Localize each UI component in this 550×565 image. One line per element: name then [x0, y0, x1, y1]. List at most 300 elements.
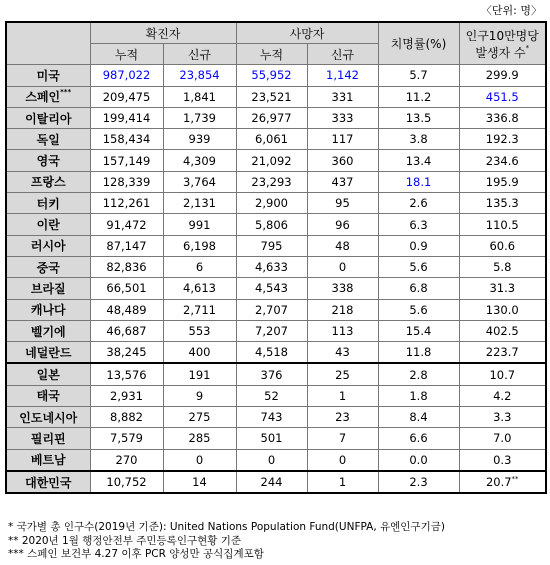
cell-per100k: [459, 214, 546, 235]
cell-d-cum: [236, 342, 307, 364]
country-name: 네덜란드: [25, 345, 72, 360]
country-cell: [6, 428, 90, 449]
cell-value: 191: [188, 367, 211, 382]
cell-c-new: [163, 256, 236, 277]
cell-value: 9: [195, 388, 204, 403]
cell-d-cum: [236, 150, 307, 171]
header-deaths: 사망자: [236, 22, 378, 44]
country-name: 베트남: [30, 453, 66, 468]
cell-d-new: [307, 407, 378, 428]
table-row: [6, 129, 546, 150]
cell-value: 113: [331, 324, 354, 338]
cell-per100k: [459, 256, 546, 277]
cell-d-new: [307, 256, 378, 277]
cell-per100k: [459, 320, 546, 341]
cell-fatality: [378, 171, 459, 192]
cell-value: 2,931: [110, 388, 143, 403]
cell-value: 199,414: [102, 111, 151, 126]
cell-value: 1: [338, 475, 347, 490]
cell-value: 25: [335, 367, 350, 382]
cell-d-cum: [236, 278, 307, 299]
cell-value: 1: [338, 388, 347, 403]
cell-per100k: [459, 449, 546, 471]
cell-value: 4,543: [255, 281, 288, 296]
table-row: [6, 449, 546, 471]
cell-per100k: [459, 65, 546, 86]
cell-fatality: [378, 86, 459, 107]
cell-value: 218: [331, 302, 354, 317]
cell-value: 4,633: [255, 260, 288, 275]
cell-fatality: [378, 320, 459, 341]
country-cell: [6, 385, 90, 406]
cell-value: 2.8: [409, 367, 428, 382]
cell-value: 4.2: [493, 388, 512, 403]
cell-value: 2.3: [409, 475, 428, 490]
table-row: [6, 278, 546, 299]
country-cell: [6, 299, 90, 320]
cell-value: 6.3: [409, 217, 428, 232]
cell-d-cum: [236, 449, 307, 471]
cell-value: 6: [195, 260, 204, 275]
cell-value: 336.8: [485, 111, 519, 126]
cell-value: 4,518: [255, 345, 288, 360]
cell-value: 6,198: [183, 238, 216, 253]
cell-d-cum: [236, 214, 307, 235]
table-row: [6, 342, 546, 364]
country-cell: [6, 107, 90, 128]
cell-value: 96: [335, 217, 350, 232]
cell-value: 5.8: [493, 260, 512, 275]
cell-value: 14: [192, 475, 207, 490]
cell-fatality: [378, 256, 459, 277]
country-name: 미국: [36, 68, 60, 83]
country-name: 벨기에: [30, 324, 66, 339]
table-row: [6, 428, 546, 449]
country-cell: [6, 407, 90, 428]
cell-value: 7,207: [255, 324, 288, 338]
cell-d-new: [307, 428, 378, 449]
cell-value: 66,501: [106, 281, 147, 296]
cell-c-cum: [90, 471, 163, 493]
table-row: [6, 65, 546, 86]
cell-value: 91,472: [106, 217, 147, 232]
cell-d-new: [307, 385, 378, 406]
cell-c-new: [163, 65, 236, 86]
cell-d-new: [307, 86, 378, 107]
cell-value: 285: [188, 431, 211, 446]
cell-value: 15.4: [405, 324, 432, 338]
cell-value: 7,579: [110, 431, 143, 446]
cell-value: 400: [188, 345, 211, 360]
country-name: 필리핀: [30, 431, 66, 446]
country-name: 브라질: [30, 281, 66, 296]
cell-value: 1,142: [326, 68, 359, 83]
cell-c-cum: [90, 256, 163, 277]
cell-value: 4,613: [183, 281, 216, 296]
cell-d-cum: [236, 86, 307, 107]
country-name: 중국: [36, 260, 60, 275]
cell-value: 10,752: [106, 475, 147, 490]
cell-c-cum: [90, 428, 163, 449]
cell-d-cum: [236, 407, 307, 428]
header-deaths-cumulative: 누적: [236, 44, 307, 65]
cell-per100k: [459, 129, 546, 150]
cell-value: 939: [188, 132, 211, 147]
cell-c-new: [163, 385, 236, 406]
country-cell: [6, 65, 90, 86]
cell-value: 244: [260, 475, 283, 490]
cell-value: 0.0: [409, 452, 428, 467]
cell-per100k: [459, 363, 546, 385]
cell-d-cum: [236, 65, 307, 86]
cell-value: 987,022: [102, 68, 151, 83]
cell-value: 2,131: [183, 196, 216, 211]
cell-value: 2,900: [255, 196, 288, 211]
cell-value: 3.3: [493, 410, 512, 425]
cell-fatality: [378, 363, 459, 385]
cell-value: 26,977: [251, 111, 292, 126]
cell-per100k: [459, 471, 546, 493]
cell-value: 338: [331, 281, 354, 296]
cell-d-new: [307, 171, 378, 192]
per100k-footnote-mark: **: [511, 475, 519, 484]
cell-c-new: [163, 278, 236, 299]
country-name: 러시아: [30, 239, 66, 254]
cell-value: 451.5: [485, 89, 519, 104]
header-confirmed-cumulative: 누적: [90, 44, 163, 65]
cell-c-cum: [90, 107, 163, 128]
cell-value: 60.6: [489, 238, 516, 253]
table-row: [6, 235, 546, 256]
cell-value: 4,309: [183, 153, 216, 168]
cell-per100k: [459, 385, 546, 406]
cell-value: 437: [331, 174, 354, 189]
cell-c-new: [163, 193, 236, 214]
cell-per100k: [459, 342, 546, 364]
cell-value: 157,149: [102, 153, 151, 168]
cell-value: 5.7: [409, 68, 428, 83]
country-cell: [6, 449, 90, 471]
cell-c-new: [163, 171, 236, 192]
country-name: 스페인: [25, 90, 61, 105]
header-fatality: 치명률(%): [378, 22, 459, 65]
unit-label: 〈단위: 명〉: [480, 4, 542, 17]
cell-value: 110.5: [485, 217, 519, 232]
country-name: 대한민국: [25, 475, 72, 490]
cell-value: 192.3: [485, 132, 519, 147]
cell-value: 112,261: [102, 196, 151, 211]
country-name: 캐나다: [30, 303, 66, 318]
cell-c-new: [163, 428, 236, 449]
footnotes: [8, 521, 445, 562]
cell-d-new: [307, 150, 378, 171]
table-row: [6, 299, 546, 320]
cell-value: 8,882: [110, 410, 143, 425]
cell-fatality: [378, 214, 459, 235]
cell-value: 11.2: [405, 89, 432, 104]
cell-c-new: [163, 299, 236, 320]
cell-c-new: [163, 107, 236, 128]
cell-c-cum: [90, 171, 163, 192]
cell-value: 46,687: [106, 324, 147, 338]
country-cell: [6, 256, 90, 277]
cell-value: 501: [260, 431, 283, 446]
cell-value: 1,841: [183, 89, 216, 104]
header-country: [6, 22, 90, 65]
cell-d-cum: [236, 256, 307, 277]
cell-fatality: [378, 471, 459, 493]
header-deaths-new: 신규: [307, 44, 378, 65]
cell-d-cum: [236, 235, 307, 256]
cell-value: 18.1: [405, 174, 432, 189]
cell-d-new: [307, 471, 378, 493]
country-name: 프랑스: [30, 175, 66, 190]
cell-value: 13,576: [106, 367, 147, 382]
cell-value: 48: [335, 238, 350, 253]
cell-value: 402.5: [485, 324, 519, 338]
cell-value: 376: [260, 367, 283, 382]
cell-c-new: [163, 86, 236, 107]
cell-per100k: [459, 428, 546, 449]
cell-fatality: [378, 428, 459, 449]
cell-value: 13.4: [405, 153, 432, 168]
cell-per100k: [459, 193, 546, 214]
covid-stats-table: [5, 21, 547, 494]
cell-c-cum: [90, 193, 163, 214]
cell-value: 195.9: [485, 174, 519, 189]
table-row: [6, 86, 546, 107]
table-row: [6, 256, 546, 277]
cell-c-new: [163, 363, 236, 385]
cell-d-new: [307, 235, 378, 256]
cell-d-cum: [236, 471, 307, 493]
cell-value: 10.7: [489, 367, 516, 382]
cell-value: 135.3: [485, 196, 519, 211]
cell-d-new: [307, 449, 378, 471]
table-row: [6, 150, 546, 171]
footnote-1: * 국가별 총 인구수(2019년 기준): United Nations Population Fund(UNFPA, 유엔인구기금): [8, 521, 445, 533]
cell-c-new: [163, 150, 236, 171]
table-row: [6, 363, 546, 385]
cell-value: 2,711: [183, 302, 216, 317]
cell-value: 223.7: [485, 345, 519, 360]
cell-d-cum: [236, 107, 307, 128]
country-cell: [6, 471, 90, 493]
country-cell: [6, 86, 90, 107]
cell-value: 23,854: [179, 68, 220, 83]
cell-d-cum: [236, 171, 307, 192]
cell-d-new: [307, 214, 378, 235]
cell-value: 275: [188, 410, 211, 425]
cell-value: 360: [331, 153, 354, 168]
cell-d-new: [307, 193, 378, 214]
cell-d-new: [307, 278, 378, 299]
cell-value: 7.0: [493, 431, 512, 446]
cell-value: 21,092: [251, 153, 292, 168]
table-row: [6, 214, 546, 235]
cell-fatality: [378, 107, 459, 128]
cell-c-cum: [90, 363, 163, 385]
cell-c-cum: [90, 449, 163, 471]
cell-value: 743: [260, 410, 283, 425]
cell-d-cum: [236, 385, 307, 406]
country-name: 영국: [36, 154, 60, 169]
cell-value: 130.0: [485, 302, 519, 317]
cell-value: 333: [331, 111, 354, 126]
cell-d-new: [307, 342, 378, 364]
table-row: [6, 385, 546, 406]
cell-c-cum: [90, 299, 163, 320]
cell-fatality: [378, 299, 459, 320]
cell-value: 270: [115, 452, 138, 467]
cell-d-cum: [236, 299, 307, 320]
cell-value: 23,521: [251, 89, 292, 104]
cell-value: 3,764: [183, 174, 216, 189]
cell-value: 331: [331, 89, 354, 104]
cell-c-new: [163, 471, 236, 493]
cell-fatality: [378, 65, 459, 86]
cell-value: 13.5: [405, 111, 432, 126]
country-cell: [6, 278, 90, 299]
header-per100k-mark: *: [525, 43, 530, 52]
country-name: 독일: [36, 132, 60, 147]
cell-value: 55,952: [251, 68, 292, 83]
cell-fatality: [378, 342, 459, 364]
country-cell: [6, 342, 90, 364]
table-row: [6, 320, 546, 341]
cell-value: 38,245: [106, 345, 147, 360]
header-per100k-line1: 인구10만명당: [465, 28, 539, 43]
cell-d-new: [307, 320, 378, 341]
table-row: [6, 171, 546, 192]
table-row: [6, 107, 546, 128]
cell-c-cum: [90, 385, 163, 406]
cell-value: 128,339: [102, 174, 151, 189]
cell-c-cum: [90, 407, 163, 428]
cell-c-cum: [90, 320, 163, 341]
country-name: 이란: [36, 218, 60, 233]
cell-value: 6,061: [255, 132, 288, 147]
country-name: 일본: [36, 368, 60, 383]
cell-c-cum: [90, 278, 163, 299]
header-per100k: [459, 22, 546, 65]
cell-c-new: [163, 320, 236, 341]
cell-value: 82,836: [106, 260, 147, 275]
cell-per100k: [459, 278, 546, 299]
header-confirmed: 확진자: [90, 22, 236, 44]
cell-value: 158,434: [102, 132, 151, 147]
cell-fatality: [378, 407, 459, 428]
country-cell: [6, 171, 90, 192]
cell-value: 31.3: [489, 281, 516, 296]
cell-value: 23,293: [251, 174, 292, 189]
cell-value: 1.8: [409, 388, 428, 403]
table-row: [6, 471, 546, 493]
cell-value: 0: [338, 260, 347, 275]
cell-d-cum: [236, 193, 307, 214]
cell-value: 52: [264, 388, 279, 403]
cell-c-cum: [90, 214, 163, 235]
cell-value: 209,475: [102, 89, 151, 104]
cell-c-new: [163, 342, 236, 364]
cell-fatality: [378, 278, 459, 299]
cell-value: 7: [338, 431, 347, 446]
footnote-2: ** 2020년 1월 행정안전부 주민등록인구현황 기준: [8, 534, 242, 547]
cell-value: 11.8: [405, 345, 432, 360]
cell-value: 991: [188, 217, 211, 232]
cell-value: 5.6: [409, 302, 428, 317]
cell-value: 20.7: [485, 475, 512, 490]
table-row: [6, 407, 546, 428]
country-cell: [6, 214, 90, 235]
country-cell: [6, 193, 90, 214]
cell-c-cum: [90, 342, 163, 364]
cell-d-new: [307, 65, 378, 86]
cell-per100k: [459, 150, 546, 171]
cell-value: 48,489: [106, 302, 147, 317]
cell-d-cum: [236, 428, 307, 449]
table-row: [6, 193, 546, 214]
cell-per100k: [459, 235, 546, 256]
cell-d-new: [307, 129, 378, 150]
cell-value: 553: [188, 324, 211, 338]
cell-c-cum: [90, 235, 163, 256]
country-cell: [6, 363, 90, 385]
cell-value: 3.8: [409, 132, 428, 147]
country-name: 이탈리아: [25, 111, 72, 126]
header-confirmed-new: 신규: [163, 44, 236, 65]
cell-value: 795: [260, 238, 283, 253]
cell-fatality: [378, 150, 459, 171]
cell-fatality: [378, 385, 459, 406]
cell-d-new: [307, 299, 378, 320]
country-cell: [6, 150, 90, 171]
cell-value: 95: [335, 196, 350, 211]
cell-c-new: [163, 449, 236, 471]
cell-value: 0: [195, 452, 204, 467]
header-per100k-line2: 발생자 수: [475, 45, 526, 60]
cell-d-cum: [236, 363, 307, 385]
cell-c-new: [163, 407, 236, 428]
cell-per100k: [459, 299, 546, 320]
country-name: 인도네시아: [19, 410, 78, 425]
cell-fatality: [378, 193, 459, 214]
cell-c-cum: [90, 65, 163, 86]
cell-value: 234.6: [485, 153, 519, 168]
country-name: 태국: [36, 389, 60, 404]
cell-value: 0.9: [409, 238, 428, 253]
cell-d-cum: [236, 129, 307, 150]
cell-per100k: [459, 171, 546, 192]
cell-value: 0: [338, 452, 347, 467]
cell-c-cum: [90, 86, 163, 107]
cell-value: 0: [267, 452, 276, 467]
cell-c-cum: [90, 150, 163, 171]
cell-value: 6.8: [409, 281, 428, 296]
country-cell: [6, 235, 90, 256]
cell-d-new: [307, 107, 378, 128]
cell-c-new: [163, 129, 236, 150]
cell-d-cum: [236, 320, 307, 341]
cell-value: 8.4: [409, 410, 428, 425]
cell-per100k: [459, 107, 546, 128]
cell-value: 0.3: [493, 452, 512, 467]
cell-value: 43: [335, 345, 350, 360]
cell-per100k: [459, 86, 546, 107]
cell-fatality: [378, 129, 459, 150]
cell-fatality: [378, 449, 459, 471]
cell-value: 2,707: [255, 302, 288, 317]
